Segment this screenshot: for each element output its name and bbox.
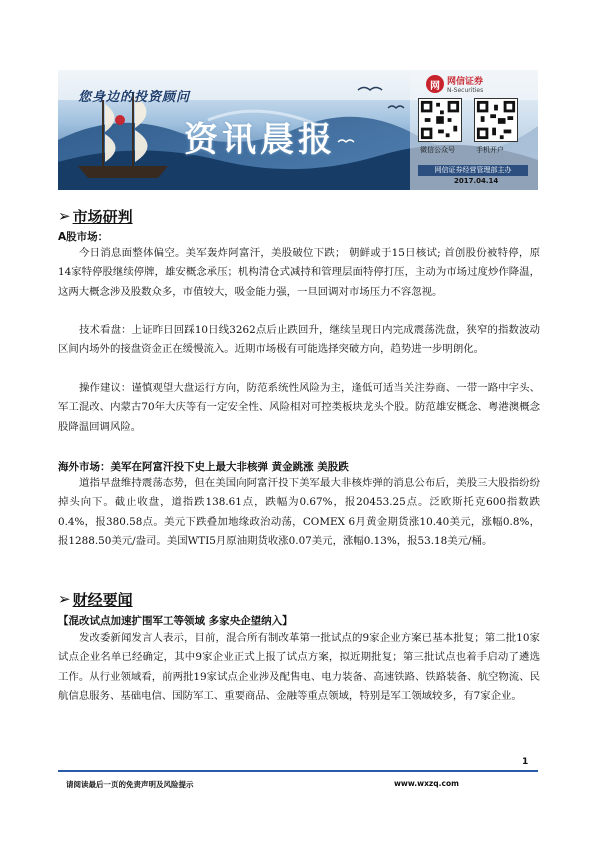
a-share-heading: A股市场：: [58, 231, 109, 243]
arrow-bullet-icon: ➢: [58, 207, 71, 225]
banner-host: 网信证券经营管理部主办: [418, 165, 528, 176]
report-date: 2017.04.14: [454, 177, 499, 185]
paragraph-operation-advice: 操作建议：谨慎观望大盘运行方向，防范系统性风险为主，逢低可适当关注券商、一带一路中字头、军工混改、内蒙古70年大庆等有一定安全性、风险相对可控类板块龙头个股。防范雄安概念、粤港澳概念股降温回调风险。: [58, 382, 540, 433]
banner-slogan: 您身边的投资顾问: [78, 90, 191, 105]
overseas-market-heading: 海外市场：美军在阿富汗投下史上最大非核弹 黄金跳涨 美股跌: [58, 461, 349, 473]
section-title: 财经要闻: [72, 591, 133, 609]
section-title: 市场研判: [72, 208, 133, 226]
paragraph-mixed-ownership-reform: 发改委新闻发言人表示，目前，混合所有制改革第一批试点的9家企业方案已基本批复；第二批10家试点企业名单已经确定，其中9家企业正式上报了试点方案，拟近期批复；第三批试点也着手启动了遴选工作。从行业领域看，前两批19家试点企业涉及配售电、电力装备、高速铁路、铁路装备、航空物流、民航信息服务、基础电信、国防军工、重要商品、金融等重点领域，特别是军工领域较多，有7家企业。: [58, 632, 540, 702]
brand-logo: [426, 74, 483, 94]
wechat-qr-code-icon[interactable]: [418, 98, 462, 142]
paragraph-overseas-market: 道指早盘维持震荡态势，但在美国向阿富汗投下美军最大非核炸弹的消息公布后，美股三大股指纷纷掉头向下。截止收盘，道指跌138.61点，跌幅为0.67%，报20453.25点。泛欧斯托克600指数跌0.4%，报380.58点。美元下跌叠加地缘政治动荡，COMEX 6月黄金期货涨10.40美元，涨幅0.8%，报1288.50美元/盎司。美国WTI5月原油期货收涨0.07美元，涨幅0.13%，报53.18美元/桶。: [58, 477, 540, 547]
brand-name: [447, 74, 483, 94]
section-finance-news-heading: [58, 589, 133, 610]
footer-divider: [58, 770, 538, 772]
banner-title: 资讯晨报: [184, 120, 336, 160]
footer-website-link[interactable]: www.wxzq.com: [394, 779, 459, 788]
page-number: 1: [522, 757, 529, 767]
brand-mark-icon: 网: [426, 75, 444, 93]
paragraph-news-overview: 今日消息面整体偏空。美军轰炸阿富汗，美股破位下跌； 朝鲜或于15日核试; 首创股份被特停，原14家特停股继续停牌，雄安概念承压；机构清仓式减持和管理层面特停打压，主动为市场过度炒作降温，这两大概念涉及股数众多，市值较大，吸金能力强，一旦回调对市场压力不容忽视。: [58, 247, 540, 298]
brand-name-cn: 网信证券: [447, 77, 484, 87]
header-banner: [58, 70, 538, 190]
footer-disclaimer-note: 请阅读最后一页的免责声明及风险提示: [66, 780, 194, 789]
arrow-bullet-icon: ➢: [58, 590, 71, 608]
paragraph-technical-view: 技术看盘：上证昨日回踩10日线3262点后止跌回升，继续呈现日内完成震荡洗盘，狭窄的指数波动区间内场外的接盘资金正在缓慢流入。近期市场极有可能选择突破方向，趋势进一步明朗化。: [58, 324, 540, 356]
brand-name-en: N-Securities: [447, 87, 484, 94]
news-headline: 【混改试点加速扩围军工等领域 多家央企望纳入】: [58, 615, 293, 627]
wechat-qr-label: 微信公众号: [420, 146, 455, 154]
account-open-qr-code-icon[interactable]: [474, 98, 518, 142]
account-qr-label: 手机开户: [476, 146, 504, 154]
section-market-analysis-heading: [58, 206, 133, 227]
